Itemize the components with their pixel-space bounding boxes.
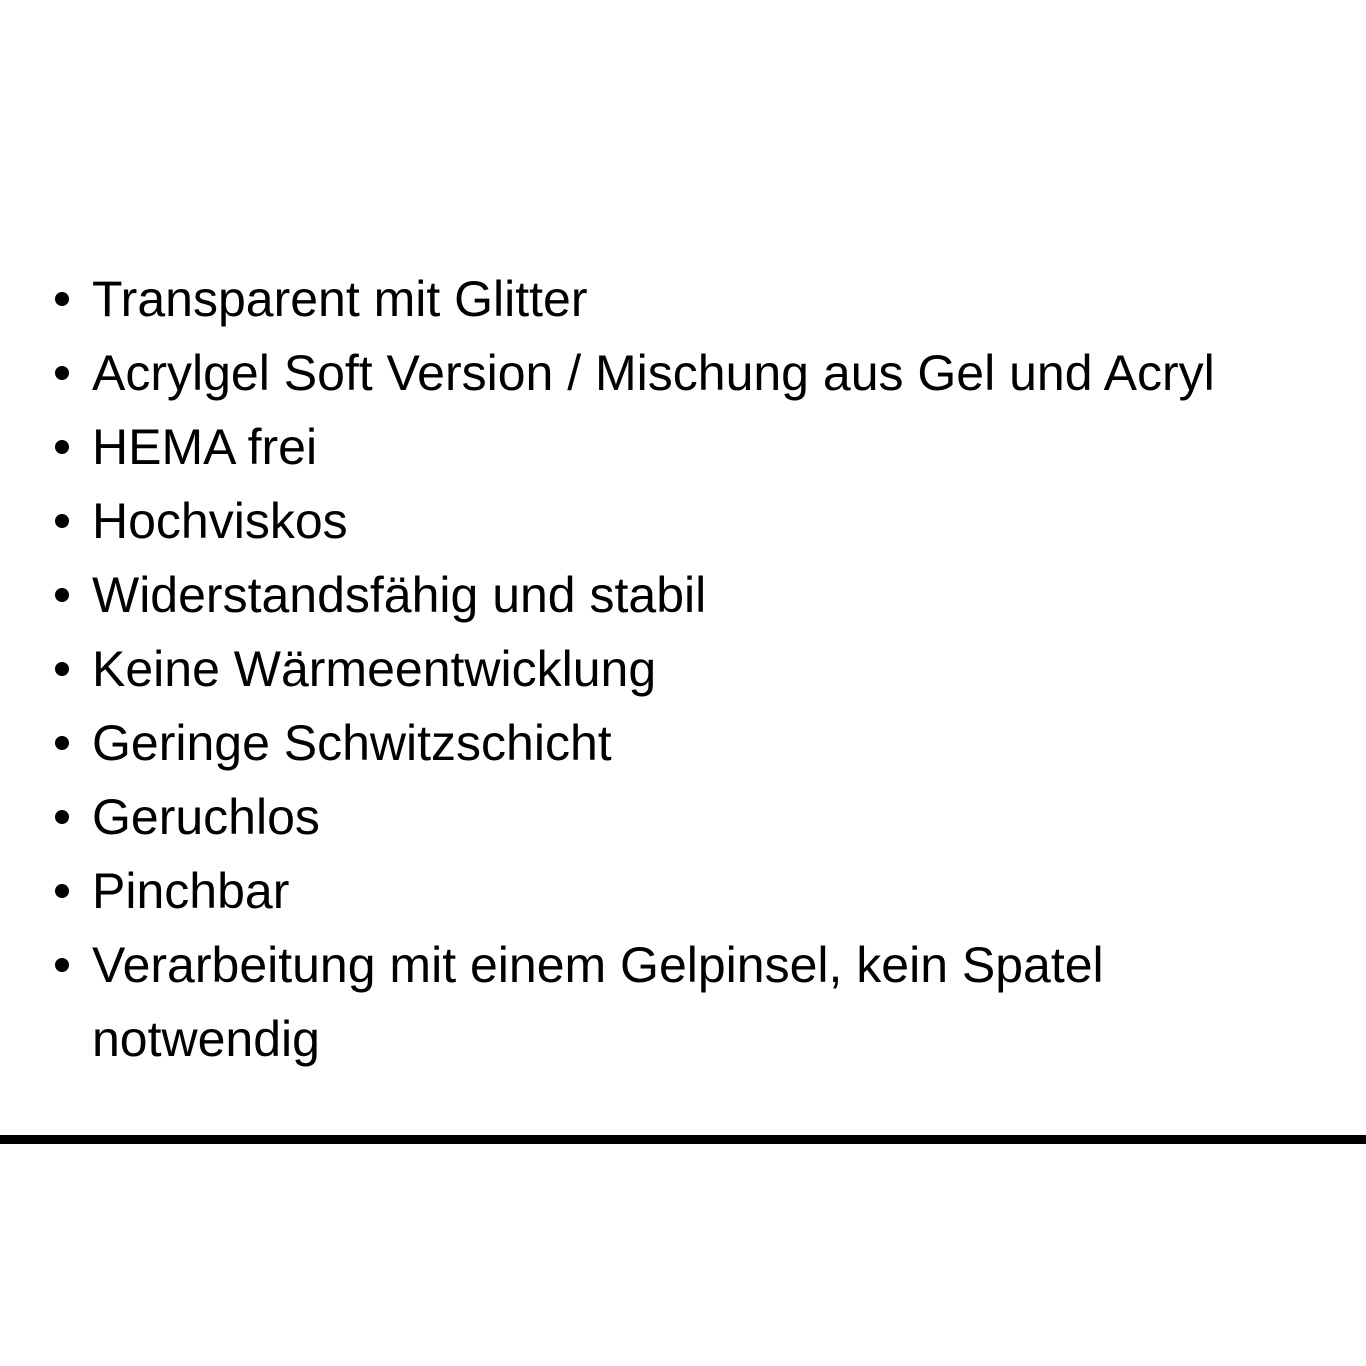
bullet-icon [55,958,69,972]
feature-text: Acrylgel Soft Version / Mischung aus Gel und Acryl [92,345,1215,401]
list-item [0,632,1366,706]
list-item [0,780,1366,854]
bullet-icon [55,810,69,824]
bullet-icon [55,366,69,380]
bullet-icon [55,662,69,676]
list-item [0,484,1366,558]
feature-text: Hochviskos [92,493,348,549]
list-item [0,928,1366,1076]
bullet-icon [55,440,69,454]
feature-text: Keine Wärmeentwicklung [92,641,657,697]
list-item [0,558,1366,632]
bullet-icon [55,588,69,602]
feature-text: Geruchlos [92,789,320,845]
horizontal-divider [0,1135,1366,1144]
feature-text: Transparent mit Glitter [92,271,588,327]
feature-text: Pinchbar [92,863,290,919]
list-item [0,706,1366,780]
feature-text: Widerstandsfähig und stabil [92,567,707,623]
bullet-icon [55,292,69,306]
list-item [0,262,1366,336]
feature-text: HEMA frei [92,419,318,475]
list-item [0,854,1366,928]
feature-list [0,262,1366,1076]
bullet-icon [55,736,69,750]
bullet-icon [55,514,69,528]
list-item [0,336,1366,410]
bullet-icon [55,884,69,898]
feature-text: Geringe Schwitzschicht [92,715,612,771]
feature-text: Verarbeitung mit einem Gelpinsel, kein Spatel notwendig [92,937,1104,1067]
list-item [0,410,1366,484]
